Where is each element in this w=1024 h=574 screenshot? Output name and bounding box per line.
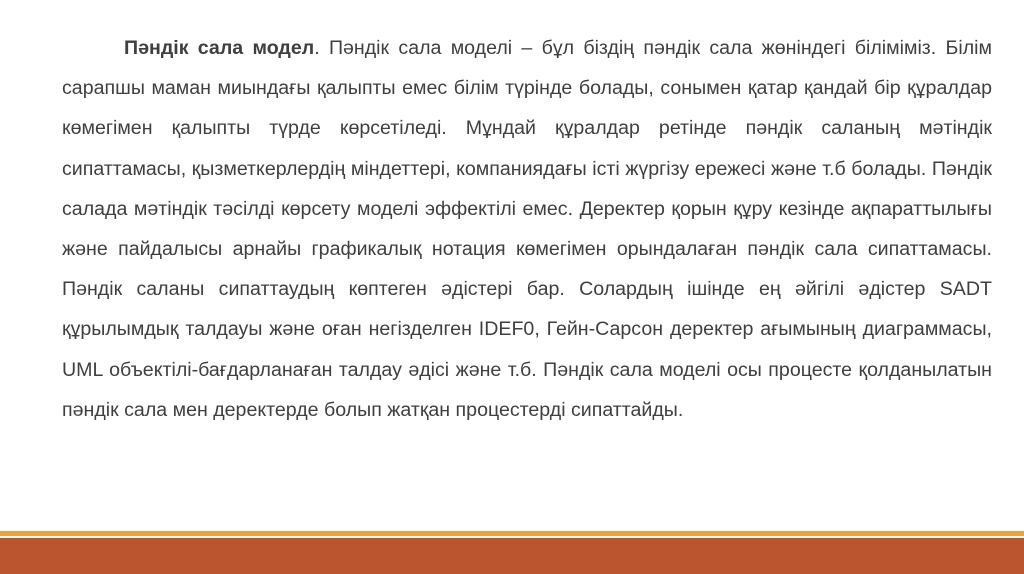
term-heading: Пәндік сала модел xyxy=(124,37,315,59)
body-paragraph xyxy=(62,28,992,430)
paragraph-text: . Пәндік сала моделі – бұл біздің пәндік сала жөніндегі біліміміз. Білім сарапшы маман миындағы қалыпты емес білім түрінде болады, сонымен қатар қандай бір құралдар көмегімен қалыпты түрде көрсетіледі. Мұндай құралдар ретінде пәндік саланың мәтіндік сипаттамасы, қызметкерлердің міндеттері, компаниядағы істі жүргізу ережесі және т.б болады. Пәндік салада мәтіндік тәсілді көрсету моделі эффектілі емес. Деректер қорын құру кезінде ақпараттылығы және пайдалысы арнайы графикалық нотация көмегімен орындалаған пәндік сала сипаттамасы. Пәндік саланы сипаттаудың көптеген әдістері бар. Солардың ішінде ең әйгілі әдістер SADT құрылымдық талдауы және оған негізделген IDEF0, Гейн-Сарсон деректер ағымының диаграммасы, UML объектілі-бағдарланаған талдау әдісі және т.б. Пәндік сала моделі осы процесте қолданылатын пәндік сала мен деректерде болып жатқан процестерді сипаттайды. xyxy=(62,37,992,421)
footer-accent-line xyxy=(0,531,1024,536)
footer-bar xyxy=(0,538,1024,574)
